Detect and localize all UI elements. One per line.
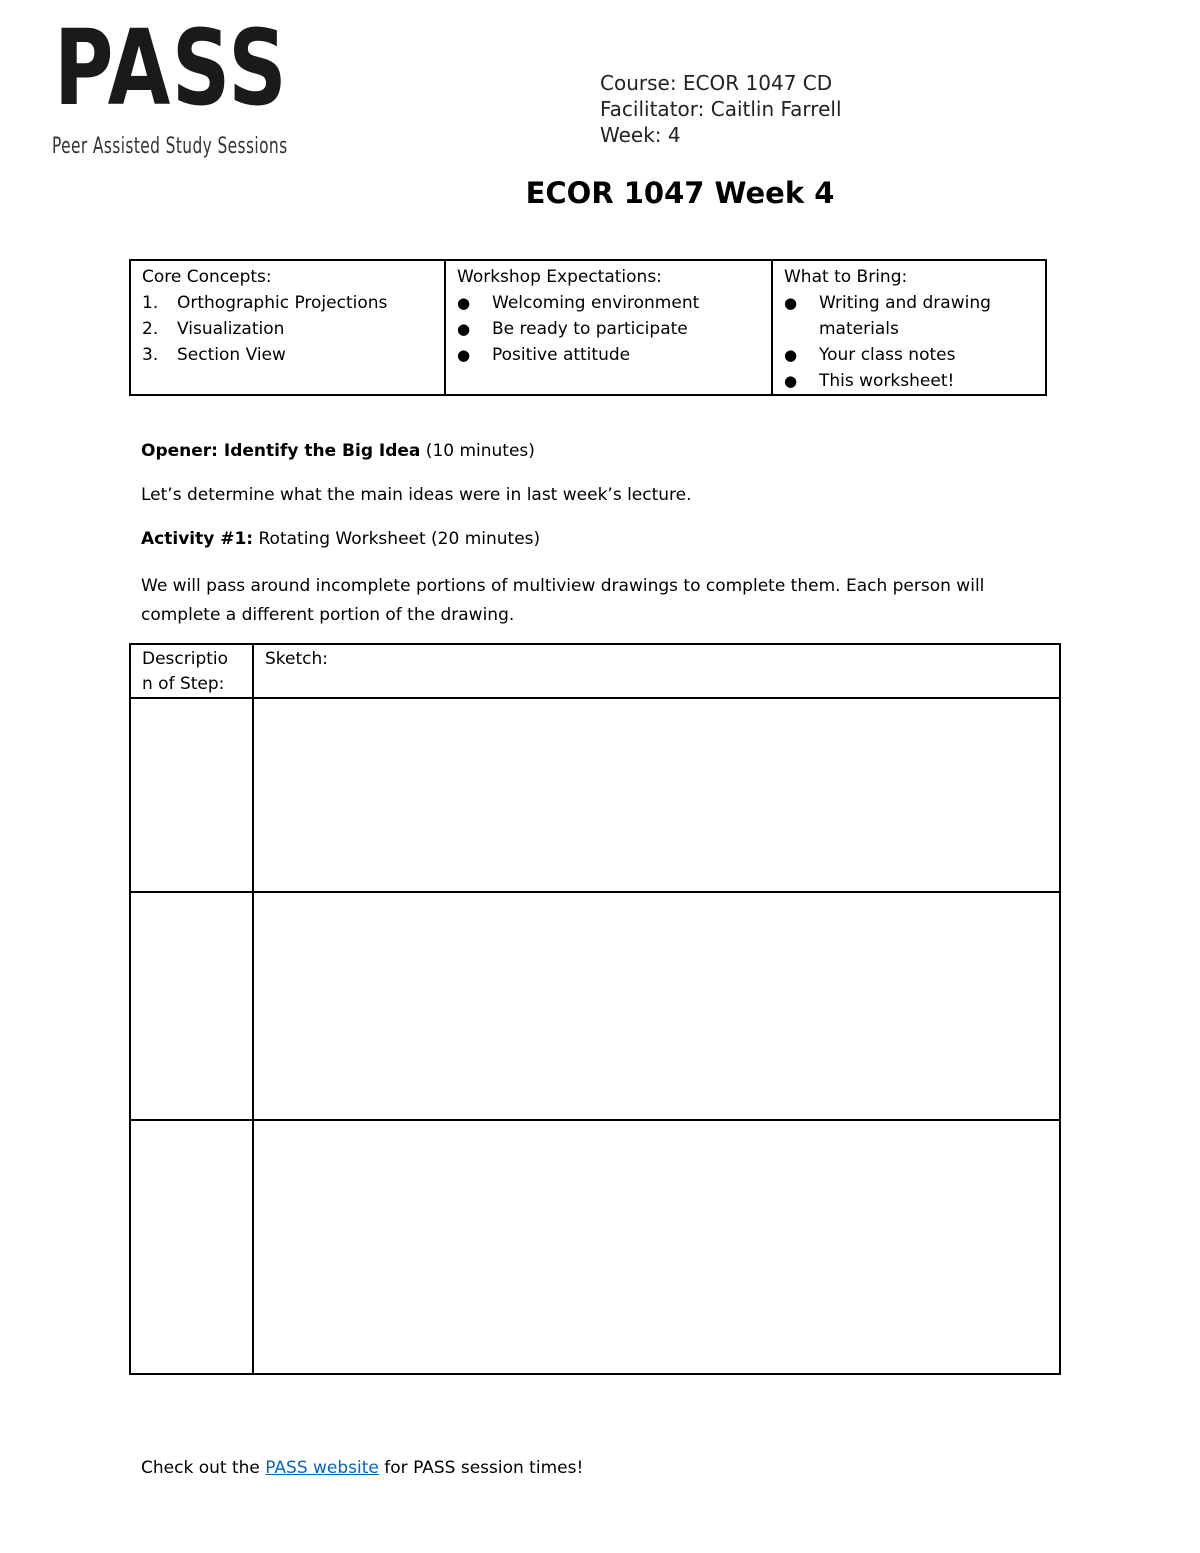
opener-heading: Opener: Identify the Big Idea (10 minutes): [141, 441, 535, 461]
bullet-icon: ●: [457, 294, 471, 312]
list-item: ● Positive attitude: [457, 342, 761, 368]
logo-wordmark: PASS: [54, 7, 289, 129]
sketch-cell[interactable]: [253, 1120, 1060, 1374]
list-item: 3. Section View: [142, 345, 286, 365]
opener-text: Let’s determine what the main ideas were in last week’s lecture.: [141, 485, 692, 505]
core-concepts-list: [142, 290, 434, 368]
workshop-expectations-list: [457, 290, 761, 368]
list-item: ● Writing and drawing materials: [784, 290, 1035, 342]
table-row: [130, 1120, 1060, 1374]
what-to-bring-cell: [772, 260, 1046, 395]
pass-logo: [52, 7, 292, 162]
list-item: ● Your class notes: [784, 342, 1035, 368]
document-title: ECOR 1047 Week 4: [525, 176, 835, 210]
description-cell[interactable]: [130, 698, 253, 892]
table-row: [130, 698, 1060, 892]
bullet-icon: ●: [457, 346, 471, 364]
table-row: [130, 892, 1060, 1120]
week-line: Week: 4: [600, 123, 681, 147]
description-header: Description of Step:: [130, 644, 253, 698]
facilitator-line: Facilitator: Caitlin Farrell: [600, 97, 842, 121]
description-cell[interactable]: [130, 1120, 253, 1374]
sketch-cell[interactable]: [253, 698, 1060, 892]
workshop-expectations-cell: [445, 260, 772, 395]
list-item: 1. Orthographic Projections: [142, 293, 388, 313]
core-concepts-cell: [130, 260, 445, 395]
workshop-expectations-heading: Workshop Expectations:: [457, 267, 662, 287]
course-line: Course: ECOR 1047 CD: [600, 71, 833, 95]
bullet-icon: ●: [784, 294, 798, 312]
list-item: ● This worksheet!: [784, 368, 1035, 394]
overview-table: [129, 259, 1047, 396]
list-item: ● Welcoming environment: [457, 290, 761, 316]
steps-table: [129, 643, 1061, 1375]
activity-heading: Activity #1: Rotating Worksheet (20 minutes): [141, 529, 541, 549]
activity-text: We will pass around incomplete portions of multiview drawings to complete them. Each person will complete a different portion of the drawing.: [141, 576, 985, 625]
sketch-header: Sketch:: [253, 644, 1060, 698]
footer-note: Check out the PASS website for PASS session times!: [141, 1458, 584, 1478]
description-cell[interactable]: [130, 892, 253, 1120]
bullet-icon: ●: [784, 372, 798, 390]
bullet-icon: ●: [457, 320, 471, 338]
what-to-bring-list: [784, 290, 1035, 394]
table-header-row: [130, 644, 1060, 698]
sketch-cell[interactable]: [253, 892, 1060, 1120]
list-item: ● Be ready to participate: [457, 316, 761, 342]
what-to-bring-heading: What to Bring:: [784, 267, 908, 287]
core-concepts-heading: Core Concepts:: [142, 267, 272, 287]
logo-subtitle: Peer Assisted Study Sessions: [52, 134, 288, 159]
pass-website-link[interactable]: PASS website: [265, 1458, 379, 1478]
bullet-icon: ●: [784, 346, 798, 364]
course-info: [600, 70, 842, 148]
list-item: 2. Visualization: [142, 319, 285, 339]
